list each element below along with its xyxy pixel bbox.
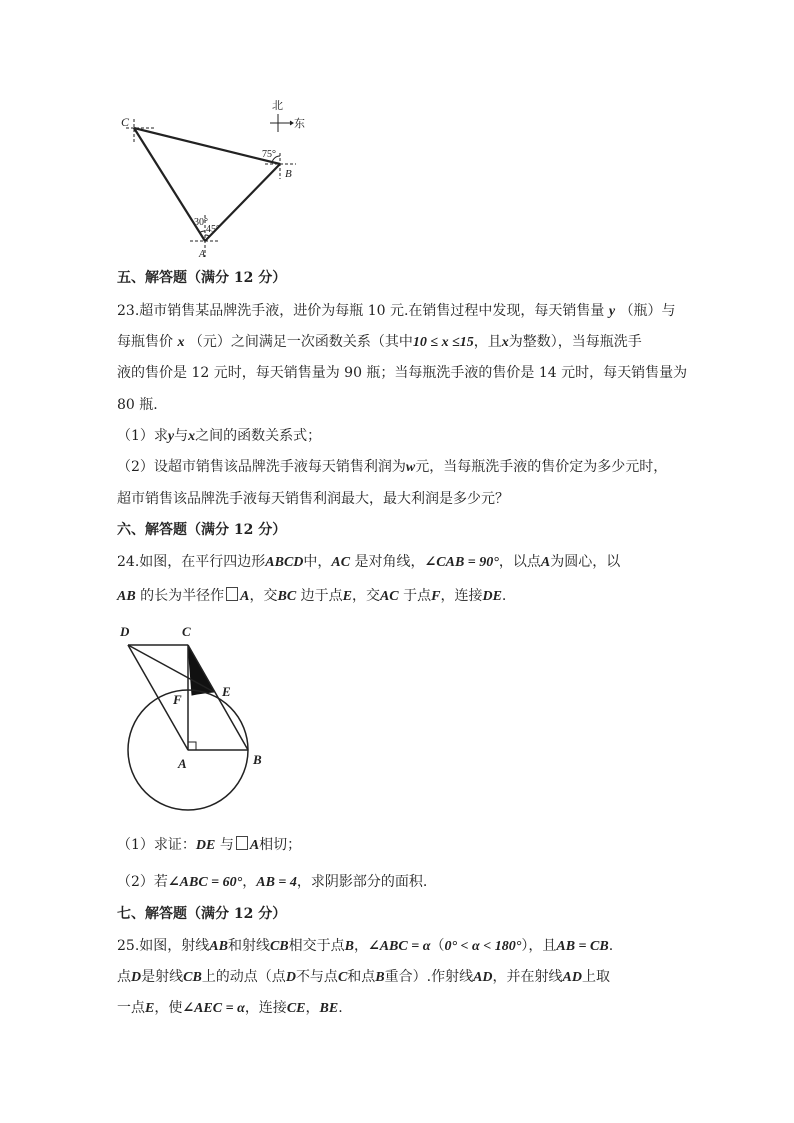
label-f: F bbox=[173, 692, 182, 707]
label-d: D bbox=[120, 624, 130, 639]
section-5-heading: 五、解答题（满分 12 分） bbox=[117, 270, 287, 286]
q23-line-1: 23.超市销售某品牌洗手液，进价为每瓶 10 元.在销售过程中发现，每天销售量 y （瓶）与 bbox=[117, 303, 676, 319]
q23-part-2: （2）设超市销售该品牌洗手液每天销售利润为w元，当每瓶洗手液的售价定为多少元时， bbox=[117, 459, 668, 475]
q23-line-4: 80 瓶. bbox=[117, 397, 158, 413]
circle-symbol-box bbox=[236, 836, 248, 850]
q25-line-2: 点D是射线CB上的动点（点D不与点C和点B重合）.作射线AD，并在射线AD上取 bbox=[117, 969, 610, 985]
q24-part-1: （1）求证：DE 与 A相切； bbox=[117, 837, 302, 853]
q25-line-3: 一点E，使∠AEC = α，连接CE，BE. bbox=[117, 1000, 343, 1016]
circle-symbol-box bbox=[226, 587, 238, 601]
label-c: C bbox=[182, 624, 191, 639]
section-7-heading: 七、解答题（满分 12 分） bbox=[117, 906, 287, 922]
compass-north: 北 bbox=[272, 100, 283, 112]
compass-icon bbox=[270, 114, 293, 132]
angle-75: 75° bbox=[262, 149, 276, 160]
label-a: A bbox=[199, 249, 206, 260]
q24-part-2: （2）若∠ABC = 60°，AB = 4，求阴影部分的面积. bbox=[117, 874, 428, 890]
label-e: E bbox=[222, 684, 231, 699]
label-b: B bbox=[253, 752, 262, 767]
q23-part-1: （1）求y与x之间的函数关系式； bbox=[117, 428, 322, 444]
label-c: C bbox=[121, 115, 130, 129]
q25-line-1: 25.如图，射线AB和射线CB相交于点B，∠ABC = α（0° < α < 180°），且AB = CB. bbox=[117, 938, 614, 954]
q23-line-2: 每瓶售价 x （元）之间满足一次函数关系（其中10 ≤ x ≤15，且x为整数），当每瓶洗手 bbox=[117, 334, 642, 350]
q24-line-1: 24.如图，在平行四边形ABCD中，AC 是对角线，∠CAB = 90°，以点A为圆心，以 bbox=[117, 554, 621, 570]
q23-part-2-cont: 超市销售该品牌洗手液每天销售利润最大，最大利润是多少元？ bbox=[117, 491, 509, 507]
angle-45: 45° bbox=[206, 224, 220, 235]
label-a: A bbox=[178, 756, 187, 771]
compass-east: 东 bbox=[294, 118, 305, 130]
label-b: B bbox=[285, 168, 292, 180]
q23-line-3: 液的售价是 12 元时，每天销售量为 90 瓶；当每瓶洗手液的售价是 14 元时，每天销售量为 bbox=[117, 365, 688, 381]
figure-parallelogram-circle bbox=[110, 620, 280, 820]
angle-30: 30° bbox=[194, 217, 208, 228]
section-6-heading: 六、解答题（满分 12 分） bbox=[117, 522, 287, 538]
q24-line-2: AB 的长为半径作 A，交BC 边于点E，交AC 于点F，连接DE. bbox=[117, 588, 507, 604]
figure-triangle-compass bbox=[110, 95, 310, 265]
